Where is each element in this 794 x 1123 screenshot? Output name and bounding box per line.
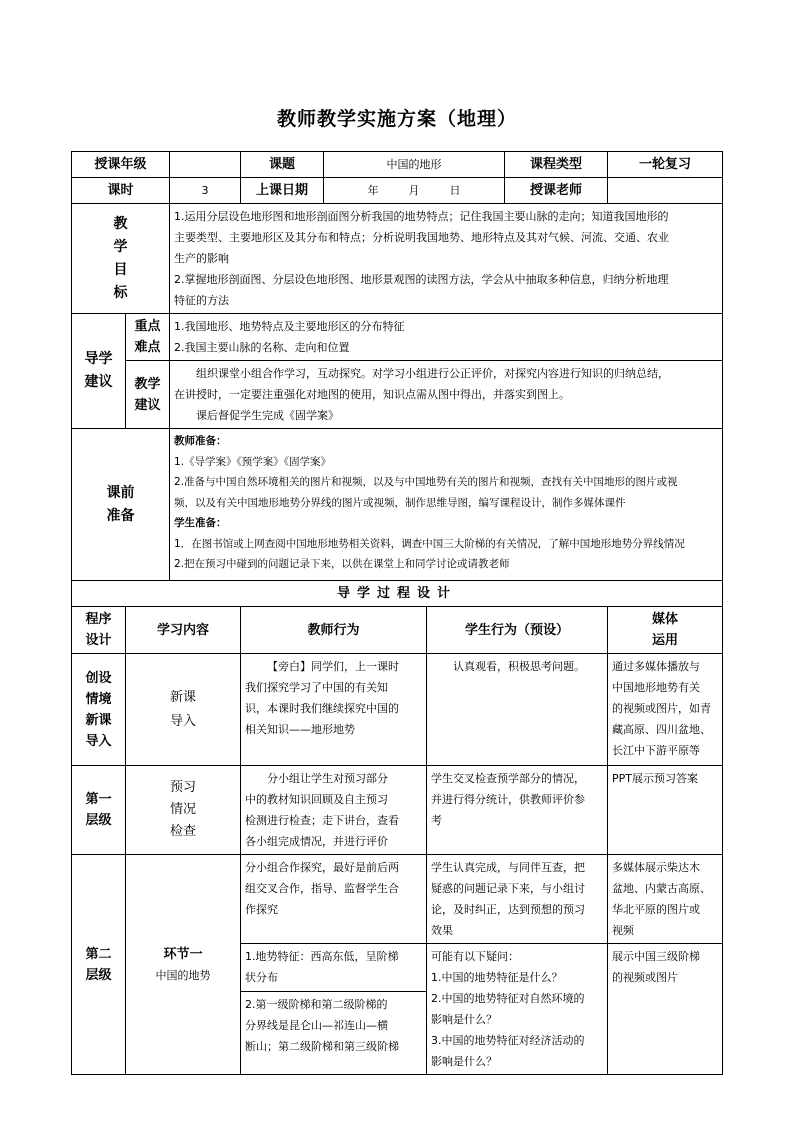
- preparation-row: [72, 429, 723, 581]
- intro-media: 通过多媒体播放与 中国地形地势有关 的视频或图片，如青 藏高原、四川盆地、 长江中下游平原等: [608, 654, 723, 766]
- date-value: [324, 178, 505, 204]
- col-procedure: 程序 设计: [72, 607, 126, 654]
- level-one-procedure: 第一 层级: [72, 766, 126, 855]
- student-prep-heading: 学生准备：: [174, 517, 227, 529]
- level-two-content-sub: 中国的地势: [155, 968, 211, 982]
- course-type-label: 课程类型: [505, 152, 608, 178]
- col-student: 学生行为（预设）: [427, 607, 608, 654]
- col-media: 媒体 运用: [608, 607, 723, 654]
- course-type-value: 一轮复习: [608, 152, 723, 178]
- level-two-student-a: 学生认真完成，与同伴互查，把 疑惑的问题记录下来，与小组讨 论，及时纠正，达到预想的预习 效果: [427, 855, 608, 944]
- lesson-plan-table: [71, 151, 722, 1075]
- process-row-intro: [72, 654, 723, 766]
- intro-teacher: 【旁白】同学们，上一课时 我们探究学习了中国的有关知 识，本课时我们继续探究中国的 相关知识——地形地势: [241, 654, 427, 766]
- header-row-2: [72, 178, 723, 204]
- level-two-content-title: 环节一: [163, 946, 203, 962]
- level-two-media-b: 展示中国三级阶梯 的视频或图片: [608, 944, 723, 1075]
- teach-grade-value: [170, 152, 241, 178]
- topic-label: 课题: [241, 152, 324, 178]
- intro-content: 新课 导入: [126, 654, 241, 766]
- teacher-value: [608, 178, 723, 204]
- teacher-label: 授课老师: [505, 178, 608, 204]
- objectives-row: [72, 204, 723, 314]
- intro-student: 认真观看，积极思考问题。: [427, 654, 608, 766]
- guidance-label: 导学 建议: [72, 314, 126, 429]
- col-teacher: 教师行为: [241, 607, 427, 654]
- process-row-level-one: [72, 766, 723, 855]
- method-label: 教学 建议: [126, 361, 170, 429]
- process-section-title: 导学过程设计: [72, 581, 723, 607]
- method-row: [72, 361, 723, 429]
- level-two-teacher-c: 2.第一级阶梯和第二级阶梯的 分界线是昆仑山—祁连山—横 断山；第二级阶梯和第三级阶梯: [241, 991, 427, 1074]
- date-year: 年: [367, 184, 379, 197]
- level-two-student-b: 可能有以下疑问： 1.中国的地势特征是什么？ 2.中国的地势特征对自然环境的 影响是什么？ 3.中国的地势特征对经济活动的 影响是什么？: [427, 944, 608, 1075]
- date-label: 上课日期: [241, 178, 324, 204]
- key-points-row: [72, 314, 723, 361]
- level-one-media: PPT展示预习答案: [608, 766, 723, 855]
- teacher-prep-heading: 教师准备：: [174, 435, 227, 447]
- intro-procedure: 创设 情境 新课 导入: [72, 654, 126, 766]
- date-day: 日: [449, 184, 461, 197]
- method-text: 组织课堂小组合作学习，互动探究。对学习小组进行公正评价，对探究内容进行知识的归纳总结， 在讲授时，一定要注重强化对地图的使用，知识点需从图中得出，并落实到图上。 课后督促学生完成《固学案》: [170, 361, 723, 429]
- level-one-content: 预习 情况 检查: [126, 766, 241, 855]
- header-row-1: [72, 152, 723, 178]
- level-two-teacher-a: 分小组合作探究，最好是前后两 组交叉合作，指导、监督学生合 作探究: [241, 855, 427, 944]
- key-points-text: 1.我国地形、地势特点及主要地形区的分布特征 2.我国主要山脉的名称、走向和位置: [170, 314, 723, 361]
- objectives-text: 1.运用分层设色地形图和地形剖面图分析我国的地势特点；记住我国主要山脉的走向；知道我国地形的 主要类型、主要地形区及其分布和特点；分析说明我国地势、地形特点及其对气候、河流、交通、农业 生产的影响 2.掌握地形剖面图、分层设色地形图、地形景观图的读图方法，学会从中抽取多种信息，归纳分析地理 特征的方法: [170, 204, 723, 314]
- level-two-procedure: 第二 层级: [72, 855, 126, 1075]
- document-title: 教师教学实施方案（地理）: [276, 108, 517, 130]
- preparation-label: 课前 准备: [72, 429, 170, 581]
- level-two-media-a: 多媒体展示柴达木 盆地、内蒙古高原、 华北平原的图片或 视频: [608, 855, 723, 944]
- hours-label: 课时: [72, 178, 170, 204]
- level-two-teacher-b: 1.地势特征：西高东低，呈阶梯 状分布: [241, 944, 427, 992]
- topic-value: 中国的地形: [324, 152, 505, 178]
- preparation-text: 教师准备： 1.《导学案》《预学案》《固学案》 2.准备与中国自然环境相关的图片和视频，以及与中国地势有关的图片和视频，查找有关中国地形的图片或视 频，以及有关中国地形地势分界线的图片或视频，制作思维导图，编写课程设计，制作多媒体课件 学生准备： 1．在图书馆或上网查阅中国地形地势相关资料，调查中国三大阶梯的有关情况，了解中国地形地势分界线情况 2.把在预习中碰到的问题记录下来，以供在课堂上和同学讨论或请教老师: [170, 429, 723, 581]
- level-two-content: [126, 855, 241, 1075]
- objectives-label: 教 学 目 标: [72, 204, 170, 314]
- process-section-row: [72, 581, 723, 607]
- level-one-student: 学生交叉检查预学部分的情况， 并进行得分统计，供教师评价参 考: [427, 766, 608, 855]
- date-month: 月: [408, 184, 420, 197]
- col-content: 学习内容: [126, 607, 241, 654]
- teach-grade-label: 授课年级: [72, 152, 170, 178]
- process-row-level-two-a: [72, 855, 723, 944]
- hours-value: 3: [170, 178, 241, 204]
- key-points-label: 重点 难点: [126, 314, 170, 361]
- process-header-row: [72, 607, 723, 654]
- level-one-teacher: 分小组让学生对预习部分 中的教材知识回顾及自主预习 检测进行检查；走下讲台，查看 各小组完成情况，并进行评价: [241, 766, 427, 855]
